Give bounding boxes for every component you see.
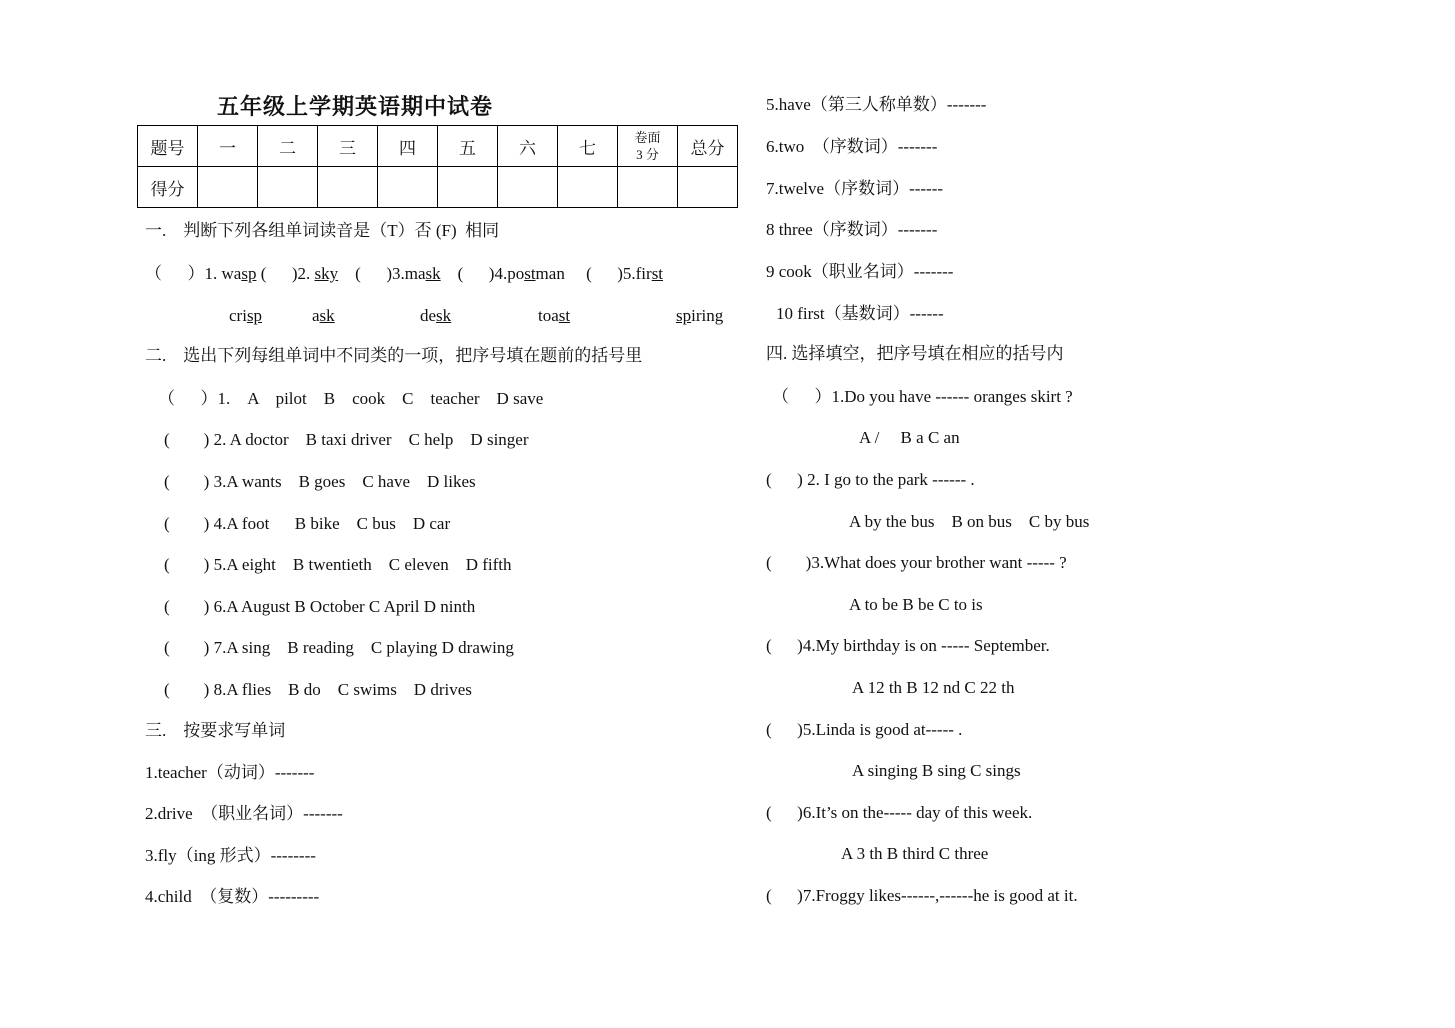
section-3-item: 7.twelve（序数词）------ (766, 179, 944, 198)
score-header-cell: 四 (378, 126, 438, 167)
section-3-heading: 三. 按要求写单词 (145, 721, 286, 740)
underlined-letters: sk (319, 306, 335, 325)
underlined-letters: sky (314, 264, 339, 283)
section-1-word-ask (312, 306, 335, 326)
section-4-options: A to be B be C to is (849, 595, 983, 614)
section-1-word-toast (538, 306, 570, 326)
section-4-question: ( )4.My birthday is on ----- September. (766, 636, 1050, 655)
underlined-letters: sk (436, 306, 452, 325)
text: iring (691, 306, 724, 325)
score-cell[interactable] (318, 167, 378, 208)
underlined-letters: sp (241, 264, 257, 283)
underlined-letters: sp (246, 306, 263, 325)
text: （ ）1. wa (145, 264, 242, 283)
underlined-letters: st (558, 306, 571, 325)
section-3-item: 2.drive （职业名词）------- (145, 804, 343, 823)
score-cell[interactable] (438, 167, 498, 208)
section-4-question: ( )5.Linda is good at----- . (766, 720, 963, 739)
section-3-item: 1.teacher（动词）------- (145, 763, 315, 782)
score-header-cell: 一 (198, 126, 258, 167)
score-cell[interactable] (678, 167, 738, 208)
score-cell[interactable] (618, 167, 678, 208)
score-table-header-row (138, 126, 738, 167)
section-4-question: ( )3.What does your brother want ----- ? (766, 553, 1067, 572)
score-cell[interactable] (558, 167, 618, 208)
section-2-item: ( ) 4.A foot B bike C bus D car (164, 514, 451, 533)
text: cri (229, 306, 247, 325)
score-header-cell: 二 (258, 126, 318, 167)
section-1-heading: 一. 判断下列各组单词读音是（T）否 (F) 相同 (145, 221, 500, 240)
section-4-question: （ ）1.Do you have ------ oranges skirt ? (772, 387, 1073, 406)
text: ( )2. (256, 264, 315, 283)
underlined-letters: st (651, 264, 664, 283)
section-4-options: A 12 th B 12 nd C 22 th (852, 678, 1015, 697)
score-header-cell: 题号 (138, 126, 198, 167)
text: man ( )5.fir (535, 264, 652, 283)
section-2-item: ( ) 2. A doctor B taxi driver C help D singer (164, 430, 529, 449)
section-3-item: 10 first（基数词）------ (776, 304, 944, 323)
text: de (420, 306, 437, 325)
section-4-question: ( )6.It’s on the----- day of this week. (766, 803, 1033, 822)
underlined-letters: st (524, 264, 536, 283)
underlined-letters: sp (676, 306, 692, 325)
section-4-options: A by the bus B on bus C by bus (849, 512, 1090, 531)
section-1-word-desk (420, 306, 451, 326)
section-3-item: 8 three（序数词）------- (766, 220, 938, 239)
score-header-cell: 五 (438, 126, 498, 167)
text: ( )4.po (440, 264, 525, 283)
score-cell[interactable] (378, 167, 438, 208)
score-header-cell: 总分 (678, 126, 738, 167)
section-4-heading: 四. 选择填空，把序号填在相应的括号内 (766, 344, 1064, 363)
section-1-word-crisp (229, 306, 262, 326)
score-cell[interactable] (498, 167, 558, 208)
section-3-item: 5.have（第三人称单数）------- (766, 95, 987, 114)
score-header-cell: 六 (498, 126, 558, 167)
section-2-item: ( ) 7.A sing B reading C playing D drawing (164, 638, 514, 657)
text: a (312, 306, 320, 325)
section-2-item: ( ) 5.A eight B twentieth C eleven D fifth (164, 555, 512, 574)
score-header-cell: 三 (318, 126, 378, 167)
section-3-item: 3.fly（ing 形式）-------- (145, 846, 316, 865)
section-4-options: A 3 th B third C three (841, 844, 989, 863)
section-2-item: ( ) 8.A flies B do C swims D drives (164, 680, 472, 699)
section-2-item: ( ) 6.A August B October C April D ninth (164, 597, 476, 616)
section-3-item: 4.child （复数）--------- (145, 887, 320, 906)
score-cell[interactable] (198, 167, 258, 208)
score-table (137, 125, 738, 208)
score-row-label: 得分 (138, 167, 198, 208)
section-4-options: A / B a C an (859, 428, 960, 447)
header-line: 卷面 (634, 130, 661, 145)
section-1-word-spiring (676, 306, 723, 326)
score-cell[interactable] (258, 167, 318, 208)
score-header-cell (618, 126, 678, 167)
score-header-cell: 七 (558, 126, 618, 167)
text: ( )3.ma (338, 264, 426, 283)
section-4-question: ( ) 2. I go to the park ------ . (766, 470, 975, 489)
text: toa (538, 306, 559, 325)
score-table-score-row (138, 167, 738, 208)
section-2-item: ( ) 3.A wants B goes C have D likes (164, 472, 476, 491)
page-title: 五年级上学期英语期中试卷 (217, 95, 494, 120)
section-4-options: A singing B sing C sings (852, 761, 1021, 780)
section-1-question-row (145, 264, 663, 284)
section-2-item: （ ）1. A pilot B cook C teacher D save (158, 389, 544, 408)
underlined-letters: sk (425, 264, 441, 283)
section-3-item: 9 cook（职业名词）------- (766, 262, 954, 281)
section-3-item: 6.two （序数词）------- (766, 137, 938, 156)
header-line: 3 分 (636, 147, 659, 162)
section-2-heading: 二. 选出下列每组单词中不同类的一项，把序号填在题前的括号里 (145, 346, 643, 365)
section-4-question: ( )7.Froggy likes------,------he is good at it. (766, 886, 1078, 905)
